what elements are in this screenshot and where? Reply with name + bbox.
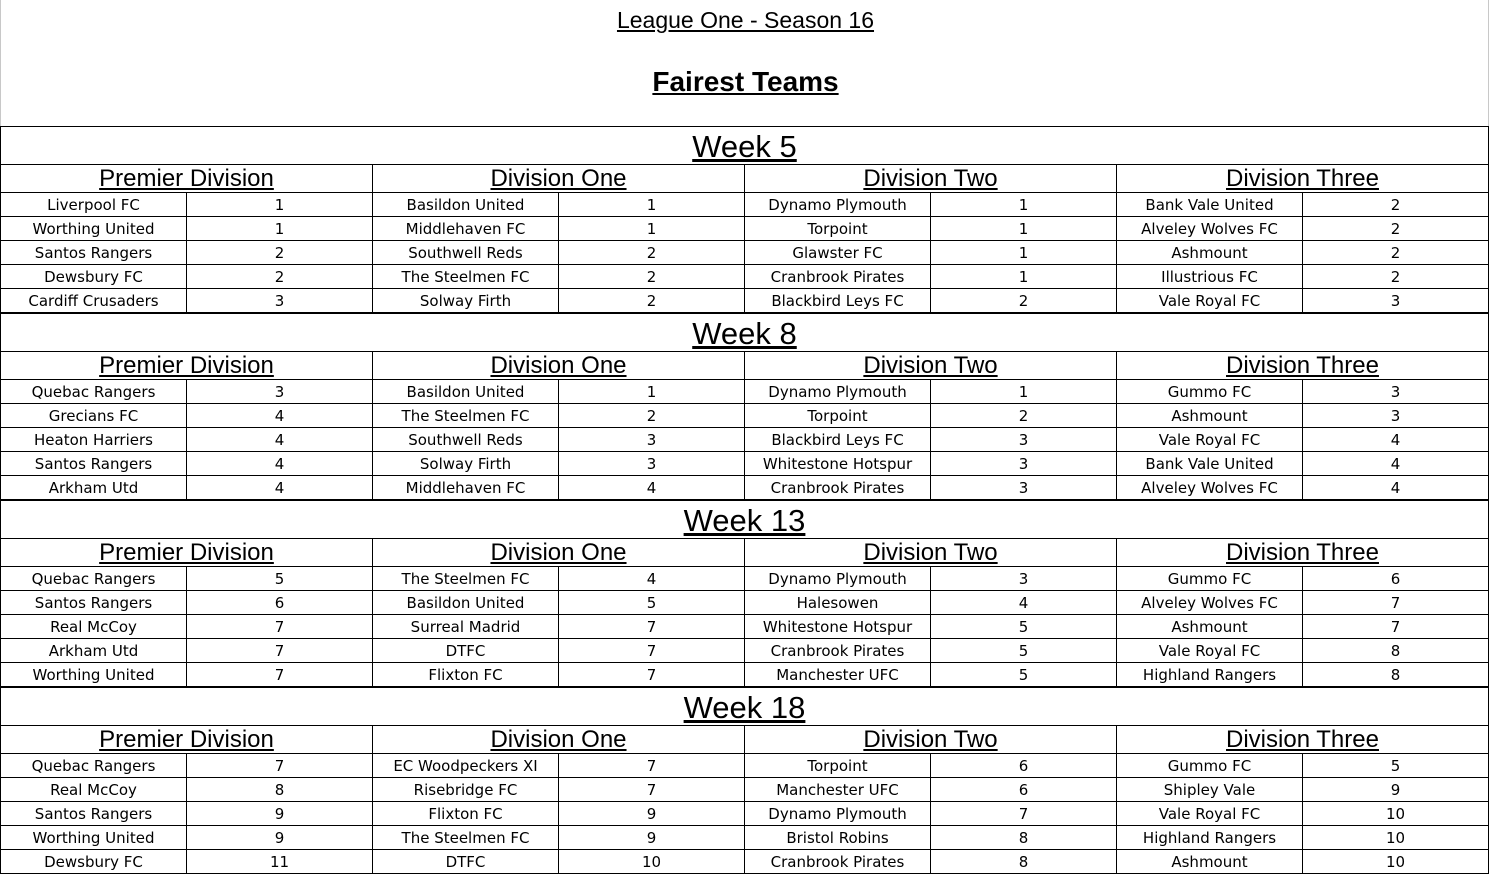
weeks-container bbox=[0, 126, 1489, 874]
table-row bbox=[745, 778, 1116, 802]
table-row bbox=[1, 193, 372, 217]
team-cell[interactable]: Santos Rangers bbox=[1, 802, 187, 825]
table-row bbox=[1, 754, 372, 778]
division-table bbox=[372, 351, 744, 500]
division-title: Division Three bbox=[1117, 725, 1488, 754]
team-cell[interactable]: Quebac Rangers bbox=[1, 754, 187, 777]
table-row bbox=[745, 639, 1116, 663]
table-row bbox=[1, 289, 372, 313]
league-title: League One - Season 16 bbox=[616, 7, 875, 33]
table-row bbox=[373, 826, 744, 850]
team-cell[interactable]: Real McCoy bbox=[1, 615, 187, 638]
table-row bbox=[1117, 404, 1488, 428]
team-cell[interactable]: Flixton FC bbox=[373, 663, 559, 686]
team-cell[interactable]: Glawster FC bbox=[745, 241, 931, 264]
team-cell[interactable]: Middlehaven FC bbox=[373, 217, 559, 240]
table-row bbox=[745, 663, 1116, 687]
points-cell[interactable]: 2 bbox=[274, 244, 285, 262]
table-row bbox=[745, 754, 1116, 778]
table-row bbox=[1117, 591, 1488, 615]
table-row bbox=[373, 591, 744, 615]
division-table bbox=[0, 164, 372, 313]
table-row bbox=[745, 193, 1116, 217]
table-row bbox=[1117, 241, 1488, 265]
team-cell[interactable]: Bank Vale United bbox=[1117, 193, 1303, 216]
table-row bbox=[373, 615, 744, 639]
points-cell[interactable]: 1 bbox=[646, 196, 657, 214]
points-cell[interactable]: 3 bbox=[1390, 292, 1401, 310]
division-title: Division Two bbox=[745, 351, 1116, 380]
division-table bbox=[0, 351, 372, 500]
team-cell[interactable]: Cardiff Crusaders bbox=[1, 289, 187, 312]
points-cell[interactable]: 4 bbox=[1390, 455, 1401, 473]
division-table bbox=[744, 538, 1116, 687]
points-cell[interactable]: 5 bbox=[1018, 666, 1029, 684]
division-table bbox=[372, 164, 744, 313]
points-cell[interactable]: 10 bbox=[1385, 829, 1406, 847]
table-row bbox=[1117, 567, 1488, 591]
table-row bbox=[1, 802, 372, 826]
division-title: Division Two bbox=[745, 538, 1116, 567]
points-cell[interactable]: 2 bbox=[1390, 244, 1401, 262]
division-title: Premier Division bbox=[1, 164, 372, 193]
points-cell[interactable]: 6 bbox=[1018, 781, 1029, 799]
team-cell[interactable]: DTFC bbox=[373, 639, 559, 662]
points-cell[interactable]: 7 bbox=[646, 618, 657, 636]
team-cell[interactable]: Surreal Madrid bbox=[373, 615, 559, 638]
points-cell[interactable]: 7 bbox=[1390, 618, 1401, 636]
team-cell[interactable]: Alveley Wolves FC bbox=[1117, 591, 1303, 614]
points-cell[interactable]: 2 bbox=[1390, 220, 1401, 238]
points-cell[interactable]: 4 bbox=[1018, 594, 1029, 612]
team-cell[interactable]: Dynamo Plymouth bbox=[745, 802, 931, 825]
division-table bbox=[0, 725, 372, 874]
table-row bbox=[1, 241, 372, 265]
team-cell[interactable]: Manchester UFC bbox=[745, 778, 931, 801]
points-cell[interactable]: 6 bbox=[274, 594, 285, 612]
points-cell[interactable]: 2 bbox=[646, 268, 657, 286]
table-row bbox=[373, 476, 744, 500]
table-row bbox=[1, 591, 372, 615]
division-table bbox=[372, 725, 744, 874]
table-row bbox=[1117, 850, 1488, 874]
table-row bbox=[1117, 265, 1488, 289]
points-cell[interactable]: 2 bbox=[1018, 407, 1029, 425]
table-row bbox=[1117, 615, 1488, 639]
team-cell[interactable]: Torpoint bbox=[745, 754, 931, 777]
table-row bbox=[745, 476, 1116, 500]
points-cell[interactable]: 8 bbox=[274, 781, 285, 799]
team-cell[interactable]: Grecians FC bbox=[1, 404, 187, 427]
division-title: Division One bbox=[373, 351, 744, 380]
table-row bbox=[1117, 639, 1488, 663]
points-cell[interactable]: 4 bbox=[274, 431, 285, 449]
table-row bbox=[1117, 476, 1488, 500]
team-cell[interactable]: Whitestone Hotspur bbox=[745, 615, 931, 638]
team-cell[interactable]: Heaton Harriers bbox=[1, 428, 187, 451]
points-cell[interactable]: 1 bbox=[1018, 244, 1029, 262]
divisions-row bbox=[0, 725, 1489, 874]
table-row bbox=[373, 663, 744, 687]
week-title: Week 18 bbox=[0, 687, 1489, 725]
points-cell[interactable]: 1 bbox=[646, 220, 657, 238]
points-cell[interactable]: 3 bbox=[1018, 479, 1029, 497]
team-cell[interactable]: Whitestone Hotspur bbox=[745, 452, 931, 475]
team-cell[interactable]: Cranbrook Pirates bbox=[745, 850, 931, 873]
team-cell[interactable]: Dynamo Plymouth bbox=[745, 380, 931, 403]
team-cell[interactable]: Middlehaven FC bbox=[373, 476, 559, 499]
team-cell[interactable]: Illustrious FC bbox=[1117, 265, 1303, 288]
table-row bbox=[1, 265, 372, 289]
team-cell[interactable]: Alveley Wolves FC bbox=[1117, 217, 1303, 240]
team-cell[interactable]: Vale Royal FC bbox=[1117, 289, 1303, 312]
points-cell[interactable]: 7 bbox=[646, 781, 657, 799]
team-cell[interactable]: Cranbrook Pirates bbox=[745, 476, 931, 499]
week-section bbox=[0, 126, 1489, 313]
points-cell[interactable]: 11 bbox=[269, 853, 290, 871]
week-title: Week 5 bbox=[0, 126, 1489, 164]
team-cell[interactable]: Arkham Utd bbox=[1, 476, 187, 499]
team-cell[interactable]: Quebac Rangers bbox=[1, 380, 187, 403]
points-cell[interactable]: 2 bbox=[1390, 196, 1401, 214]
points-cell[interactable]: 8 bbox=[1018, 829, 1029, 847]
team-cell[interactable]: Alveley Wolves FC bbox=[1117, 476, 1303, 499]
team-cell[interactable]: Real McCoy bbox=[1, 778, 187, 801]
team-cell[interactable]: Gummo FC bbox=[1117, 754, 1303, 777]
week-title: Week 8 bbox=[0, 313, 1489, 351]
points-cell[interactable]: 3 bbox=[274, 383, 285, 401]
divisions-row bbox=[0, 164, 1489, 313]
points-cell[interactable]: 7 bbox=[1390, 594, 1401, 612]
table-row bbox=[1, 404, 372, 428]
week-title: Week 13 bbox=[0, 500, 1489, 538]
points-cell[interactable]: 10 bbox=[1385, 853, 1406, 871]
team-cell[interactable]: Gummo FC bbox=[1117, 380, 1303, 403]
points-cell[interactable]: 2 bbox=[646, 244, 657, 262]
table-row bbox=[373, 567, 744, 591]
points-cell[interactable]: 10 bbox=[1385, 805, 1406, 823]
table-row bbox=[1, 615, 372, 639]
points-cell[interactable]: 7 bbox=[646, 757, 657, 775]
points-cell[interactable]: 6 bbox=[1390, 570, 1401, 588]
table-row bbox=[1117, 193, 1488, 217]
team-cell[interactable]: Gummo FC bbox=[1117, 567, 1303, 590]
team-cell[interactable]: Dynamo Plymouth bbox=[745, 193, 931, 216]
table-row bbox=[1, 217, 372, 241]
table-row bbox=[1, 452, 372, 476]
table-row bbox=[1, 663, 372, 687]
team-cell[interactable]: Flixton FC bbox=[373, 802, 559, 825]
division-table bbox=[1116, 351, 1489, 500]
division-table bbox=[744, 351, 1116, 500]
team-cell[interactable]: Halesowen bbox=[745, 591, 931, 614]
division-title: Division Three bbox=[1117, 351, 1488, 380]
points-cell[interactable]: 1 bbox=[1018, 196, 1029, 214]
table-row bbox=[1117, 826, 1488, 850]
team-cell[interactable]: Worthing United bbox=[1, 663, 187, 686]
points-cell[interactable]: 5 bbox=[646, 594, 657, 612]
division-title: Division Three bbox=[1117, 164, 1488, 193]
division-table bbox=[1116, 538, 1489, 687]
table-row bbox=[373, 404, 744, 428]
table-row bbox=[373, 241, 744, 265]
division-title: Division Two bbox=[745, 725, 1116, 754]
table-row bbox=[373, 452, 744, 476]
points-cell[interactable]: 5 bbox=[1018, 642, 1029, 660]
team-cell[interactable]: Basildon United bbox=[373, 591, 559, 614]
table-row bbox=[1117, 754, 1488, 778]
team-cell[interactable]: Bank Vale United bbox=[1117, 452, 1303, 475]
table-row bbox=[745, 802, 1116, 826]
table-row bbox=[373, 802, 744, 826]
team-cell[interactable]: Solway Firth bbox=[373, 452, 559, 475]
division-title: Division One bbox=[373, 164, 744, 193]
week-section bbox=[0, 687, 1489, 874]
points-cell[interactable]: 4 bbox=[274, 407, 285, 425]
team-cell[interactable]: Vale Royal FC bbox=[1117, 802, 1303, 825]
team-cell[interactable]: Worthing United bbox=[1, 826, 187, 849]
points-cell[interactable]: 7 bbox=[274, 618, 285, 636]
team-cell[interactable]: Cranbrook Pirates bbox=[745, 639, 931, 662]
team-cell[interactable]: Ashmount bbox=[1117, 615, 1303, 638]
team-cell[interactable]: The Steelmen FC bbox=[373, 265, 559, 288]
table-row bbox=[1117, 217, 1488, 241]
table-row bbox=[745, 826, 1116, 850]
team-cell[interactable]: Santos Rangers bbox=[1, 452, 187, 475]
table-row bbox=[1117, 452, 1488, 476]
points-cell[interactable]: 6 bbox=[1018, 757, 1029, 775]
points-cell[interactable]: 3 bbox=[1390, 383, 1401, 401]
table-row bbox=[1, 476, 372, 500]
points-cell[interactable]: 7 bbox=[274, 757, 285, 775]
team-cell[interactable]: DTFC bbox=[373, 850, 559, 873]
table-row bbox=[1117, 778, 1488, 802]
team-cell[interactable]: Vale Royal FC bbox=[1117, 639, 1303, 662]
week-section bbox=[0, 313, 1489, 500]
table-row bbox=[745, 615, 1116, 639]
team-cell[interactable]: Dewsbury FC bbox=[1, 850, 187, 873]
points-cell[interactable]: 9 bbox=[646, 829, 657, 847]
division-title: Premier Division bbox=[1, 538, 372, 567]
points-cell[interactable]: 4 bbox=[646, 479, 657, 497]
division-title: Premier Division bbox=[1, 351, 372, 380]
table-row bbox=[1117, 428, 1488, 452]
division-table bbox=[1116, 164, 1489, 313]
table-row bbox=[745, 380, 1116, 404]
points-cell[interactable]: 2 bbox=[274, 268, 285, 286]
table-row bbox=[1, 639, 372, 663]
team-cell[interactable]: Blackbird Leys FC bbox=[745, 428, 931, 451]
table-row bbox=[745, 452, 1116, 476]
team-cell[interactable]: Shipley Vale bbox=[1117, 778, 1303, 801]
week-section bbox=[0, 500, 1489, 687]
table-row bbox=[373, 778, 744, 802]
table-row bbox=[1117, 663, 1488, 687]
team-cell[interactable]: Torpoint bbox=[745, 404, 931, 427]
points-cell[interactable]: 8 bbox=[1018, 853, 1029, 871]
points-cell[interactable]: 8 bbox=[1390, 666, 1401, 684]
points-cell[interactable]: 4 bbox=[274, 479, 285, 497]
team-cell[interactable]: Worthing United bbox=[1, 217, 187, 240]
table-row bbox=[745, 265, 1116, 289]
team-cell[interactable]: Cranbrook Pirates bbox=[745, 265, 931, 288]
team-cell[interactable]: Southwell Reds bbox=[373, 241, 559, 264]
points-cell[interactable]: 7 bbox=[274, 666, 285, 684]
division-title: Division Three bbox=[1117, 538, 1488, 567]
points-cell[interactable]: 3 bbox=[646, 455, 657, 473]
points-cell[interactable]: 10 bbox=[641, 853, 662, 871]
points-cell[interactable]: 1 bbox=[646, 383, 657, 401]
team-cell[interactable]: The Steelmen FC bbox=[373, 826, 559, 849]
team-cell[interactable]: Ashmount bbox=[1117, 404, 1303, 427]
points-cell[interactable]: 9 bbox=[274, 829, 285, 847]
table-row bbox=[373, 754, 744, 778]
table-row bbox=[1, 380, 372, 404]
table-row bbox=[745, 404, 1116, 428]
points-cell[interactable]: 3 bbox=[1018, 455, 1029, 473]
points-cell[interactable]: 7 bbox=[646, 642, 657, 660]
table-row bbox=[1, 428, 372, 452]
team-cell[interactable]: The Steelmen FC bbox=[373, 567, 559, 590]
division-title: Division Two bbox=[745, 164, 1116, 193]
points-cell[interactable]: 2 bbox=[646, 292, 657, 310]
team-cell[interactable]: Torpoint bbox=[745, 217, 931, 240]
table-row bbox=[1117, 802, 1488, 826]
team-cell[interactable]: Basildon United bbox=[373, 193, 559, 216]
team-cell[interactable]: Risebridge FC bbox=[373, 778, 559, 801]
report-title: Fairest Teams bbox=[652, 66, 839, 97]
points-cell[interactable]: 4 bbox=[1390, 479, 1401, 497]
points-cell[interactable]: 9 bbox=[274, 805, 285, 823]
team-cell[interactable]: Liverpool FC bbox=[1, 193, 187, 216]
division-table bbox=[372, 538, 744, 687]
points-cell[interactable]: 3 bbox=[1390, 407, 1401, 425]
team-cell[interactable]: Blackbird Leys FC bbox=[745, 289, 931, 312]
team-cell[interactable]: EC Woodpeckers XI bbox=[373, 754, 559, 777]
team-cell[interactable]: The Steelmen FC bbox=[373, 404, 559, 427]
points-cell[interactable]: 9 bbox=[646, 805, 657, 823]
table-row bbox=[1, 778, 372, 802]
team-cell[interactable]: Vale Royal FC bbox=[1117, 428, 1303, 451]
table-row bbox=[373, 428, 744, 452]
points-cell[interactable]: 1 bbox=[274, 196, 285, 214]
team-cell[interactable]: Quebac Rangers bbox=[1, 567, 187, 590]
division-title: Division One bbox=[373, 725, 744, 754]
table-row bbox=[745, 591, 1116, 615]
points-cell[interactable]: 4 bbox=[646, 570, 657, 588]
table-row bbox=[745, 289, 1116, 313]
team-cell[interactable]: Arkham Utd bbox=[1, 639, 187, 662]
points-cell[interactable]: 1 bbox=[1018, 383, 1029, 401]
team-cell[interactable]: Manchester UFC bbox=[745, 663, 931, 686]
table-row bbox=[373, 265, 744, 289]
team-cell[interactable]: Southwell Reds bbox=[373, 428, 559, 451]
points-cell[interactable]: 7 bbox=[274, 642, 285, 660]
points-cell[interactable]: 3 bbox=[646, 431, 657, 449]
table-row bbox=[745, 428, 1116, 452]
divisions-row bbox=[0, 351, 1489, 500]
team-cell[interactable]: Ashmount bbox=[1117, 241, 1303, 264]
table-row bbox=[1117, 289, 1488, 313]
division-table bbox=[744, 725, 1116, 874]
points-cell[interactable]: 1 bbox=[1018, 268, 1029, 286]
table-row bbox=[373, 193, 744, 217]
team-cell[interactable]: Santos Rangers bbox=[1, 241, 187, 264]
divisions-row bbox=[0, 538, 1489, 687]
points-cell[interactable]: 3 bbox=[1018, 431, 1029, 449]
table-row bbox=[373, 380, 744, 404]
points-cell[interactable]: 5 bbox=[1018, 618, 1029, 636]
team-cell[interactable]: Dynamo Plymouth bbox=[745, 567, 931, 590]
table-row bbox=[373, 289, 744, 313]
points-cell[interactable]: 4 bbox=[1390, 431, 1401, 449]
division-table bbox=[1116, 725, 1489, 874]
points-cell[interactable]: 2 bbox=[1018, 292, 1029, 310]
team-cell[interactable]: Highland Rangers bbox=[1117, 663, 1303, 686]
team-cell[interactable]: Basildon United bbox=[373, 380, 559, 403]
team-cell[interactable]: Bristol Robins bbox=[745, 826, 931, 849]
points-cell[interactable]: 7 bbox=[1018, 805, 1029, 823]
table-row bbox=[1, 826, 372, 850]
team-cell[interactable]: Santos Rangers bbox=[1, 591, 187, 614]
table-row bbox=[745, 217, 1116, 241]
division-table bbox=[744, 164, 1116, 313]
division-title: Premier Division bbox=[1, 725, 372, 754]
points-cell[interactable]: 7 bbox=[646, 666, 657, 684]
points-cell[interactable]: 3 bbox=[1018, 570, 1029, 588]
table-row bbox=[373, 639, 744, 663]
team-cell[interactable]: Dewsbury FC bbox=[1, 265, 187, 288]
table-row bbox=[373, 217, 744, 241]
points-cell[interactable]: 8 bbox=[1390, 642, 1401, 660]
points-cell[interactable]: 1 bbox=[274, 220, 285, 238]
team-cell[interactable]: Solway Firth bbox=[373, 289, 559, 312]
points-cell[interactable]: 4 bbox=[274, 455, 285, 473]
points-cell[interactable]: 2 bbox=[646, 407, 657, 425]
points-cell[interactable]: 5 bbox=[274, 570, 285, 588]
table-row bbox=[1117, 380, 1488, 404]
team-cell[interactable]: Ashmount bbox=[1117, 850, 1303, 873]
points-cell[interactable]: 5 bbox=[1390, 757, 1401, 775]
team-cell[interactable]: Highland Rangers bbox=[1117, 826, 1303, 849]
division-title: Division One bbox=[373, 538, 744, 567]
table-row bbox=[1, 850, 372, 874]
table-row bbox=[745, 241, 1116, 265]
points-cell[interactable]: 9 bbox=[1390, 781, 1401, 799]
table-row bbox=[745, 850, 1116, 874]
points-cell[interactable]: 3 bbox=[274, 292, 285, 310]
table-row bbox=[373, 850, 744, 874]
points-cell[interactable]: 1 bbox=[1018, 220, 1029, 238]
points-cell[interactable]: 2 bbox=[1390, 268, 1401, 286]
table-row bbox=[745, 567, 1116, 591]
sheet-header bbox=[0, 0, 1489, 126]
table-row bbox=[1, 567, 372, 591]
division-table bbox=[0, 538, 372, 687]
